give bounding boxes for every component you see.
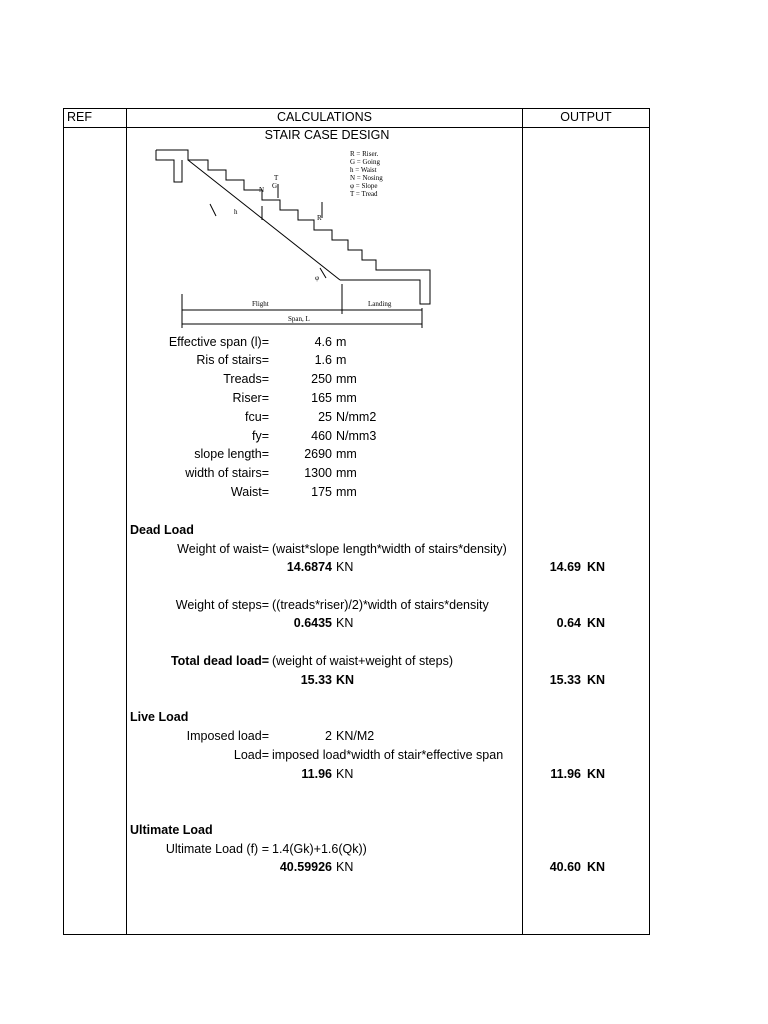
steps-weight-formula: ((treads*riser)/2)*width of stairs*density [272, 598, 489, 612]
input-value: 1.6 [314, 353, 332, 367]
input-unit: m [336, 353, 347, 367]
load-value: 11.96 [301, 767, 332, 781]
ultimate-load-label: Ultimate Load (f) = [165, 842, 269, 856]
label-n: N [259, 186, 265, 194]
input-label: Waist= [230, 485, 269, 499]
input-label: Treads= [223, 372, 269, 386]
total-dead-load-formula: (weight of waist+weight of steps) [272, 654, 453, 668]
legend-line-5: φ = Slope [350, 182, 378, 190]
input-label: slope length= [194, 447, 269, 461]
total-dead-load-label: Total dead load= [170, 654, 269, 668]
label-flight: Flight [252, 300, 269, 308]
input-value: 460 [311, 429, 332, 443]
ultimate-load-value: 40.59926 [279, 860, 332, 874]
steps-weight-label: Weight of steps= [175, 598, 269, 612]
ultimate-load-formula: 1.4(Gk)+1.6(Qk)) [272, 842, 367, 856]
steps-weight-output: 0.64 [556, 616, 581, 630]
steps-weight-value: 0.6435 [293, 616, 332, 630]
input-unit: m [336, 335, 347, 349]
total-dead-load-value: 15.33 [300, 673, 332, 687]
input-unit: N/mm3 [336, 429, 377, 443]
waist-weight-output: 14.69 [549, 560, 581, 574]
input-value: 165 [311, 391, 332, 405]
label-phi: φ [315, 274, 320, 282]
input-value: 250 [311, 372, 332, 386]
legend-line-4: N = Nosing [350, 174, 383, 182]
waist-weight-unit: KN [336, 560, 354, 574]
live-load-output: 11.96 [550, 767, 581, 781]
input-unit: mm [336, 466, 357, 480]
waist-weight-label: Weight of waist= [177, 542, 269, 556]
calculations-header: CALCULATIONS [277, 110, 372, 124]
label-r: R [317, 214, 322, 222]
label-landing: Landing [368, 300, 392, 308]
legend-line-6: T = Tread [350, 190, 378, 198]
ultimate-load-unit: KN [336, 860, 354, 874]
input-label: Riser= [232, 391, 269, 405]
input-value: 1300 [304, 466, 332, 480]
load-label: Load= [233, 748, 269, 762]
waist-weight-output-unit: KN [587, 560, 606, 574]
stair-diagram [150, 144, 440, 332]
ultimate-load-heading: Ultimate Load [130, 823, 213, 837]
legend-line-3: h = Waist [350, 166, 377, 174]
table-bottom-border [63, 934, 650, 935]
input-value: 25 [318, 410, 332, 424]
input-value: 2690 [304, 447, 332, 461]
waist-weight-formula: (waist*slope length*width of stairs*density) [272, 542, 507, 556]
load-unit: KN [336, 767, 354, 781]
label-span: Span, L [288, 315, 310, 323]
ref-header: REF [67, 110, 92, 124]
ref-column-divider [126, 108, 127, 935]
input-label: width of stairs= [185, 466, 269, 480]
page-title: STAIR CASE DESIGN [264, 128, 390, 142]
input-label: fy= [251, 429, 269, 443]
live-load-output-unit: KN [587, 767, 606, 781]
stair-outline [156, 150, 430, 304]
input-unit: mm [336, 447, 357, 461]
ultimate-load-output: 40.60 [549, 860, 581, 874]
legend-line-1: R = Riser. [350, 150, 379, 158]
output-column-divider [522, 108, 523, 935]
top-support [156, 150, 182, 182]
input-unit: mm [336, 372, 357, 386]
waist-weight-value: 14.6874 [286, 560, 332, 574]
steps-weight-output-unit: KN [587, 616, 606, 630]
label-t: T [274, 174, 279, 182]
output-header: OUTPUT [560, 110, 612, 124]
live-load-heading: Live Load [130, 710, 189, 724]
input-value: 4.6 [314, 335, 332, 349]
legend-line-2: G = Going [350, 158, 381, 166]
total-dead-load-output: 15.33 [549, 673, 581, 687]
input-label: Ris of stairs= [196, 353, 269, 367]
dead-load-heading: Dead Load [130, 523, 194, 537]
label-g: G [272, 182, 278, 190]
input-unit: N/mm2 [336, 410, 377, 424]
steps-weight-unit: KN [336, 616, 354, 630]
table-left-border [63, 108, 64, 935]
input-value: 175 [311, 485, 332, 499]
imposed-load-unit: KN/M2 [336, 729, 375, 743]
imposed-load-label: Imposed load= [186, 729, 269, 743]
imposed-load-value: 2 [325, 729, 332, 743]
ultimate-load-output-unit: KN [587, 860, 606, 874]
input-unit: mm [336, 485, 357, 499]
input-unit: mm [336, 391, 357, 405]
total-dead-load-output-unit: KN [587, 673, 606, 687]
input-label: fcu= [245, 410, 269, 424]
label-h: h [234, 208, 238, 216]
table-right-border [649, 108, 650, 935]
load-formula: imposed load*width of stair*effective span [272, 748, 504, 762]
input-label: Effective span (l)= [168, 335, 269, 349]
table-top-border [63, 108, 650, 109]
total-dead-load-unit: KN [336, 673, 355, 687]
